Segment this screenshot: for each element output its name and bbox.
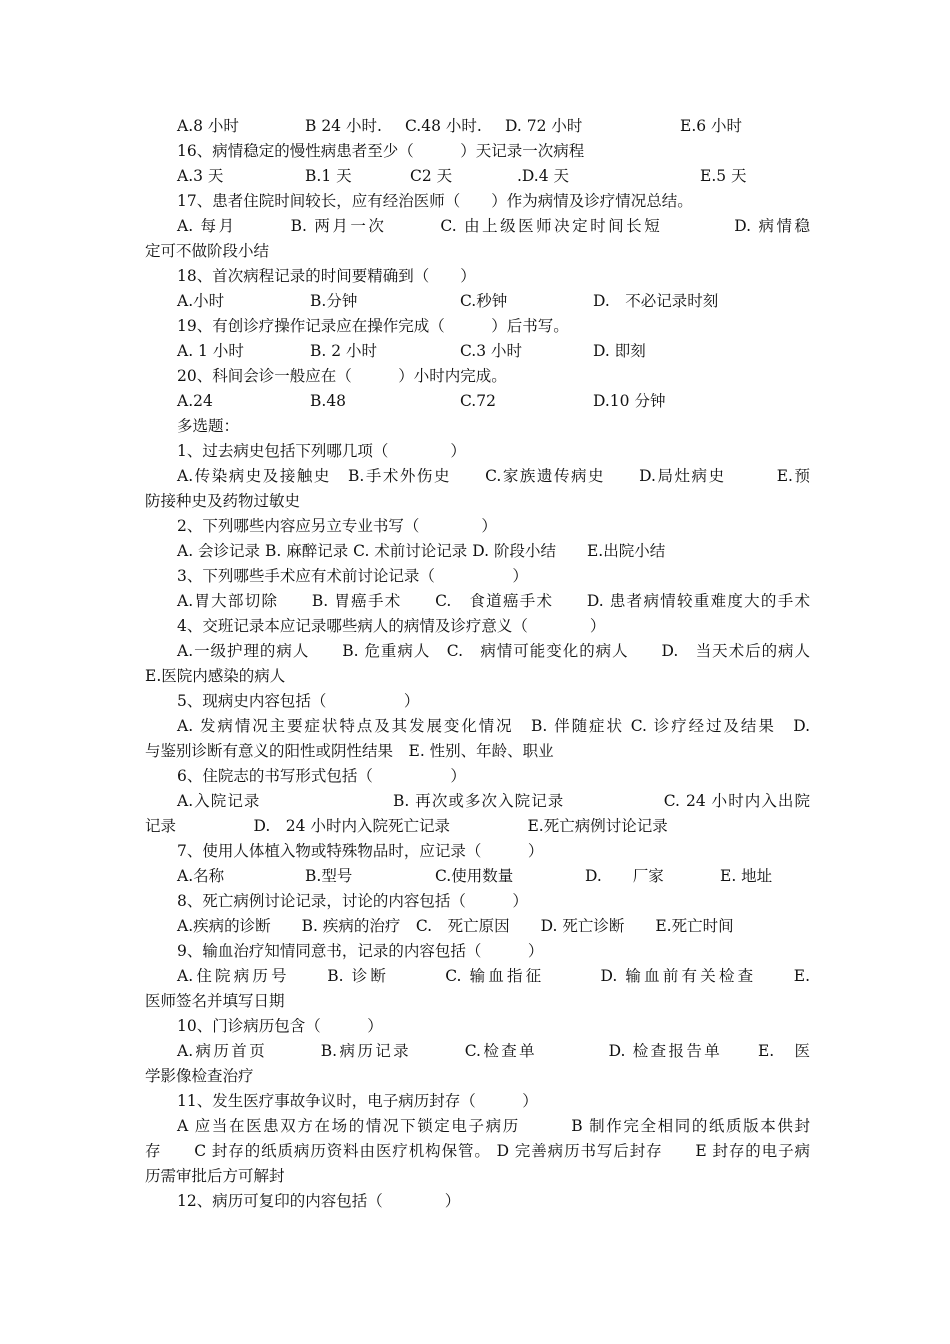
option-label: C.72 (460, 392, 496, 410)
option-label: B 24 小时. (305, 117, 382, 135)
question-line: 7、使用人体植入物或特殊物品时，应记录（ ） (177, 842, 544, 860)
question-line: A.胃大部切除 B. 胃癌手术 C. 食道癌手术 D. 患者病情较重难度大的手术 (177, 592, 810, 610)
option-label: E.6 小时 (680, 117, 743, 135)
option-label: D. 厂家 (585, 867, 664, 885)
continuation-line: 存 C 封存的纸质病历资料由医疗机构保管。 D 完善病历书写后封存 E 封存的电子病 (145, 1142, 810, 1160)
option-label: B.分钟 (310, 292, 358, 310)
option-row (145, 864, 810, 889)
option-label: C2 天 (410, 167, 453, 185)
continuation-line: 防接种史及药物过敏史 (145, 492, 301, 510)
option-label: A.小时 (177, 292, 225, 310)
question-line: 多选题： (177, 417, 240, 435)
question-line: 18、首次病程记录的时间要精确到（ ） (177, 267, 476, 285)
option-label: A.24 (177, 392, 213, 410)
question-line: A.传染病史及接触史 B.手术外伤史 C.家族遗传病史 D.局灶病史 E.预 (177, 467, 810, 485)
option-label: B.1 天 (305, 167, 352, 185)
option-label: E.5 天 (700, 167, 747, 185)
question-line: A.入院记录 B. 再次或多次入院记录 C. 24 小时内入出院 (177, 792, 810, 810)
question-line: 5、现病史内容包括（ ） (177, 692, 420, 710)
question-line: A.疾病的诊断 B. 疾病的治疗 C. 死亡原因 D. 死亡诊断 E.死亡时间 (177, 917, 734, 935)
question-line: 3、下列哪些手术应有术前讨论记录（ ） (177, 567, 528, 585)
option-row (145, 289, 810, 314)
option-label: D. 72 小时 (505, 117, 583, 135)
option-label: E. 地址 (720, 867, 773, 885)
question-line: A. 每月 B. 两月一次 C. 由上级医师决定时间长短 D. 病情稳 (177, 217, 810, 235)
question-line: 2、下列哪些内容应另立专业书写（ ） (177, 517, 497, 535)
question-line: 16、病情稳定的慢性病患者至少（ ）天记录一次病程 (177, 142, 585, 160)
option-row (145, 339, 810, 364)
option-label: D. 即刻 (593, 342, 646, 360)
option-label: C.使用数量 (435, 867, 514, 885)
document-body (145, 114, 810, 1214)
question-line: 10、门诊病历包含（ ） (177, 1017, 383, 1035)
option-label: A.3 天 (177, 167, 224, 185)
question-line: 19、有创诊疗操作记录应在操作完成（ ）后书写。 (177, 317, 569, 335)
option-label: C.48 小时. (405, 117, 482, 135)
option-label: D.10 分钟 (593, 392, 666, 410)
option-label: B.48 (310, 392, 347, 410)
continuation-line: 历需审批后方可解封 (145, 1167, 285, 1185)
question-line: A.病历首页 B.病历记录 C.检查单 D. 检查报告单 E. 医 (177, 1042, 810, 1060)
option-label: .D.4 天 (517, 167, 570, 185)
option-label: A.8 小时 (177, 117, 239, 135)
continuation-line: 学影像检查治疗 (145, 1067, 254, 1085)
option-label: D. 不必记录时刻 (593, 292, 719, 310)
continuation-line: 记录 D. 24 小时内入院死亡记录 E.死亡病例讨论记录 (145, 817, 668, 835)
continuation-line: 与鉴别诊断有意义的阳性或阴性结果 E. 性别、年龄、职业 (145, 742, 554, 760)
continuation-line: E.医院内感染的病人 (145, 667, 286, 685)
question-line: A. 发病情况主要症状特点及其发展变化情况 B. 伴随症状 C. 诊疗经过及结果 D. (177, 717, 810, 735)
question-line: 9、输血治疗知情同意书，记录的内容包括（ ） (177, 942, 544, 960)
option-label: C.秒钟 (460, 292, 508, 310)
continuation-line: 定可不做阶段小结 (145, 242, 270, 260)
question-line: 11、发生医疗事故争议时，电子病历封存（ ） (177, 1092, 538, 1110)
question-line: A. 会诊记录 B. 麻醉记录 C. 术前讨论记录 D. 阶段小结 E.出院小结 (177, 542, 666, 560)
question-line: A.一级护理的病人 B. 危重病人 C. 病情可能变化的病人 D. 当天术后的病人 (177, 642, 810, 660)
option-label: B. 2 小时 (310, 342, 378, 360)
option-label: C.3 小时 (460, 342, 523, 360)
continuation-line: 医师签名并填写日期 (145, 992, 285, 1010)
question-line: 6、住院志的书写形式包括（ ） (177, 767, 466, 785)
question-line: 8、死亡病例讨论记录，讨论的内容包括（ ） (177, 892, 528, 910)
question-line: 20、科间会诊一般应在（ ）小时内完成。 (177, 367, 507, 385)
question-line: A.住院病历号 B. 诊断 C. 输血指征 D. 输血前有关检查 E. (177, 967, 810, 985)
option-row (145, 164, 810, 189)
question-line: 1、过去病史包括下列哪几项（ ） (177, 442, 466, 460)
option-label: A. 1 小时 (177, 342, 244, 360)
option-label: A.名称 (177, 867, 225, 885)
option-row (145, 389, 810, 414)
question-line: 17、患者住院时间较长，应有经治医师（ ）作为病情及诊疗情况总结。 (177, 192, 693, 210)
question-line: 4、交班记录本应记录哪些病人的病情及诊疗意义（ ） (177, 617, 606, 635)
option-label: B.型号 (305, 867, 353, 885)
question-line: 12、病历可复印的内容包括（ ） (177, 1192, 461, 1210)
option-row (145, 114, 810, 139)
question-line: A 应当在医患双方在场的情况下锁定电子病历 B 制作完全相同的纸质版本供封 (177, 1117, 810, 1135)
